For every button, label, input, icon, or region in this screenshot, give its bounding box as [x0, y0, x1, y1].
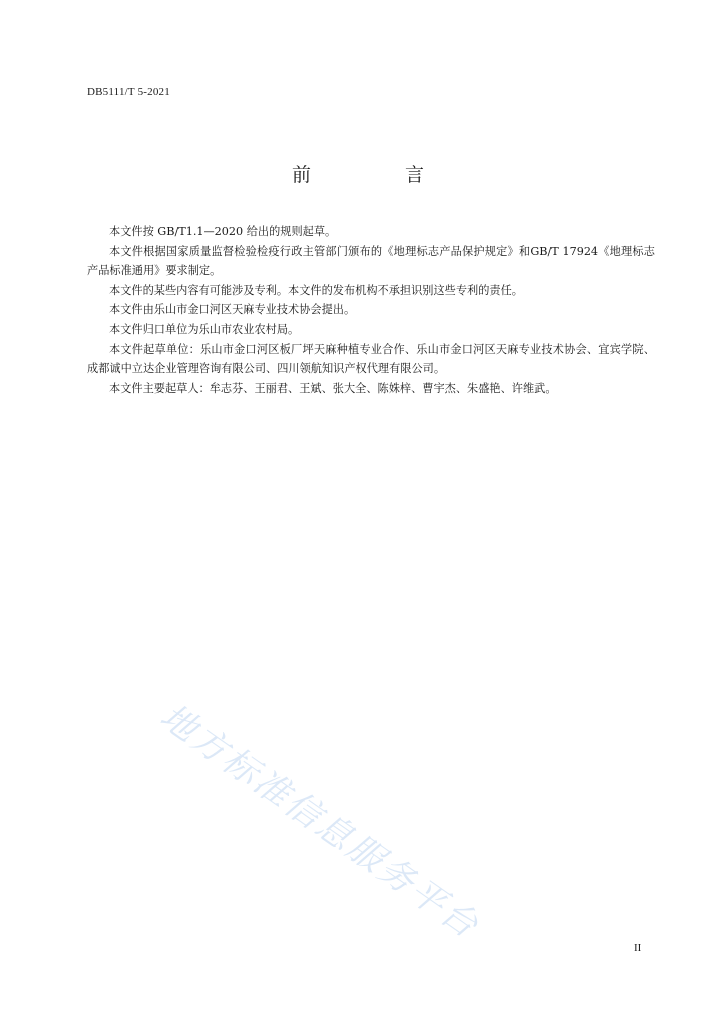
foreword-body	[87, 222, 655, 398]
page-title: 前 言	[291, 164, 469, 186]
paragraph-proposer: 本文件由乐山市金口河区天麻专业技术协会提出。	[109, 303, 356, 317]
paragraph-patent-notice: 本文件的某些内容有可能涉及专利。本文件的发布机构不承担识别这些专利的责任。	[109, 283, 523, 297]
paragraph-basis: 本文件根据国家质量监督检验检疫行政主管部门颁布的《地理标志产品保护规定》和GB/T 17924《地理标志产品标准通用》要求制定。	[87, 244, 655, 278]
document-code: DB5111/T 5-2021	[87, 86, 170, 98]
page-number: II	[634, 942, 642, 954]
paragraph-drafting-rules: 本文件按 GB/T1.1—2020 给出的规则起草。	[109, 225, 337, 238]
paragraph-drafting-units: 本文件起草单位：乐山市金口河区板厂坪天麻种植专业合作、乐山市金口河区天麻专业技术协会、宜宾学院、成都诚中立达企业管理咨询有限公司、四川领航知识产权代理有限公司。	[87, 342, 655, 376]
paragraph-responsible-unit: 本文件归口单位为乐山市农业农村局。	[109, 322, 300, 336]
watermark: 地方标准信息服务平台	[152, 696, 487, 948]
paragraph-drafters: 本文件主要起草人：牟志芬、王丽君、王斌、张大全、陈姝梓、曹宇杰、朱盛艳、许维武。	[109, 381, 557, 395]
